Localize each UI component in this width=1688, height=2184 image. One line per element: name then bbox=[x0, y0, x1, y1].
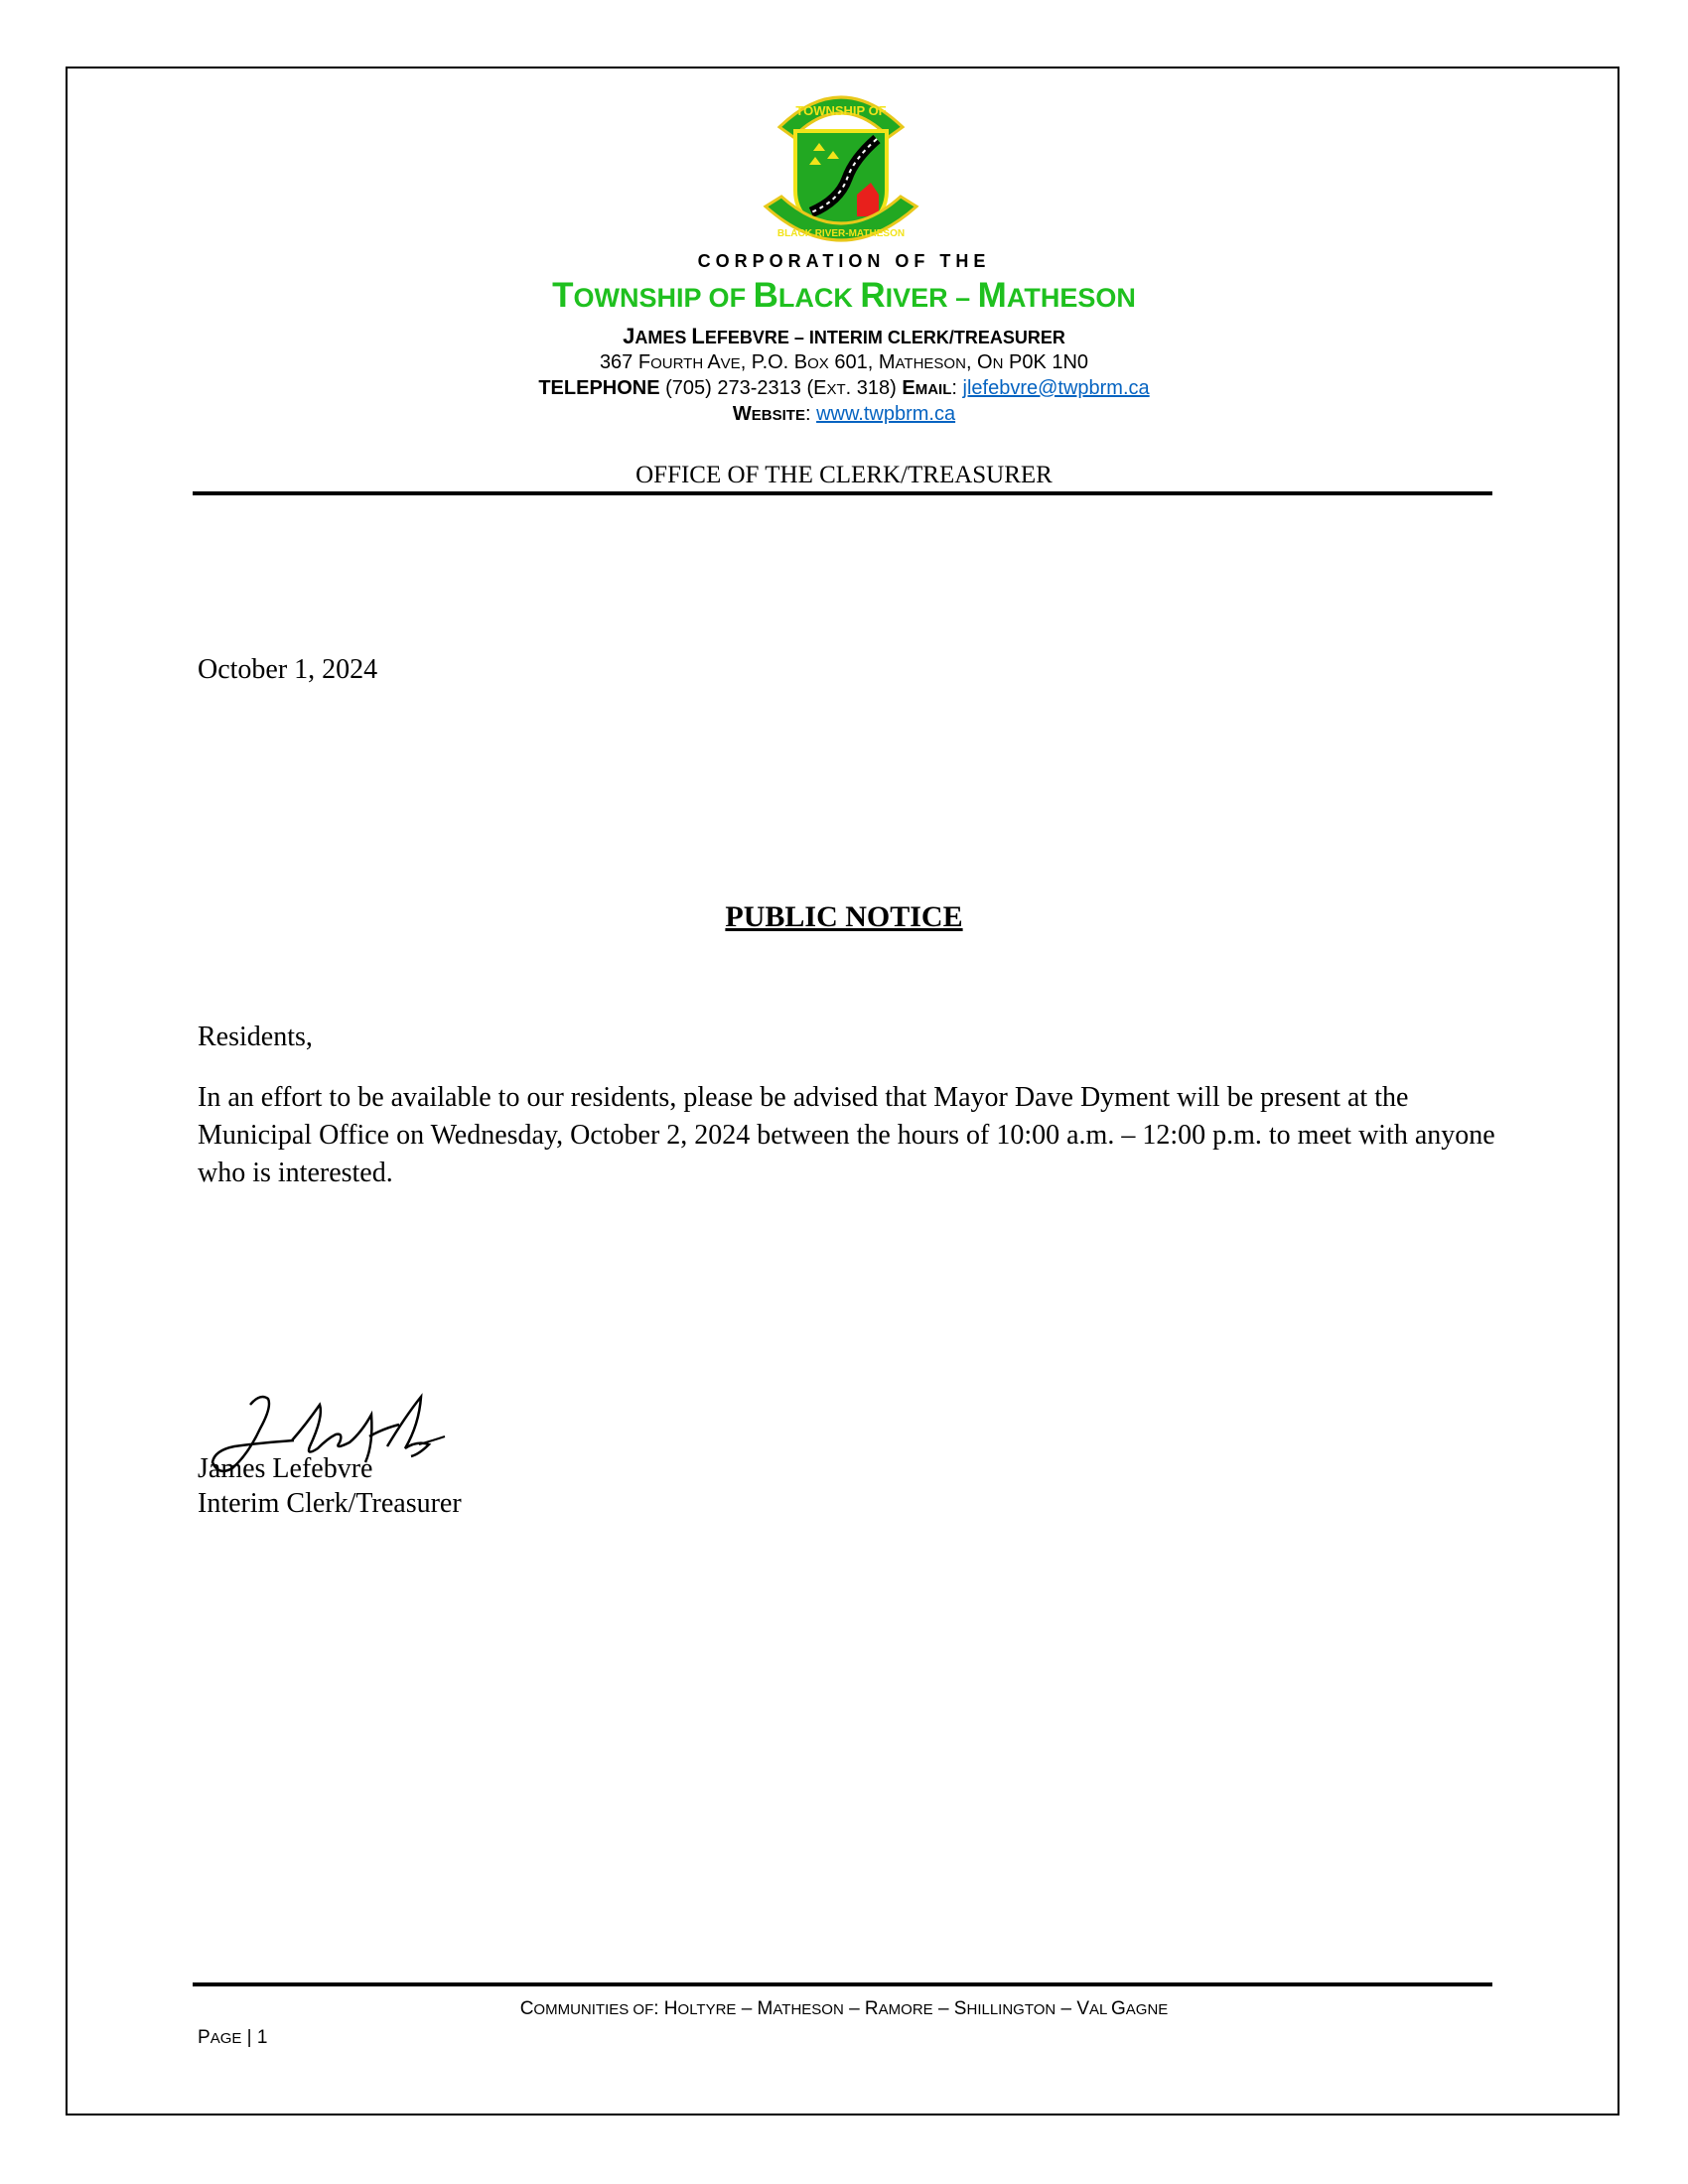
clerk-line: JAMES LEFEBVRE – INTERIM CLERK/TREASURER bbox=[623, 324, 1065, 348]
website-label: WEBSITE bbox=[732, 403, 805, 425]
office-line: OFFICE OF THE CLERK/TREASURER bbox=[635, 462, 1053, 488]
signer-name: James Lefebvre bbox=[198, 1453, 373, 1484]
signer-title: Interim Clerk/Treasurer bbox=[198, 1488, 462, 1519]
footer-communities: COMMUNITIES OF: HOLTYRE – MATHESON – RAMORE – SHILLINGTON – VAL GAGNE bbox=[519, 1998, 1169, 2019]
page-number: PAGE | 1 bbox=[198, 2027, 268, 2048]
crest-top-text: TOWNSHIP OF bbox=[795, 103, 887, 118]
salutation: Residents, bbox=[198, 1022, 313, 1052]
crest-bottom-text: BLACK RIVER-MATHESON bbox=[776, 228, 906, 239]
footer-divider bbox=[193, 1982, 1492, 1986]
website-link[interactable]: www.twpbrm.ca bbox=[816, 403, 956, 425]
township-crest-logo bbox=[760, 79, 922, 246]
address-line: 367 FOURTH AVE, P.O. BOX 601, MATHESON, ON P0K 1N0 bbox=[599, 351, 1089, 373]
website-line: WEBSITE: www.twpbrm.ca bbox=[732, 403, 956, 425]
notice-paragraph: In an effort to be available to our residents, please be advised that Mayor Dave Dyment will be present at the Municipal Office on Wednesday, October 2, 2024 between the hours of 10:00 a.m. – 12:00 p.m. to meet with anyone who is interested. bbox=[198, 1082, 1495, 1188]
corporation-line: CORPORATION OF THE bbox=[697, 251, 991, 271]
notice-title: PUBLIC NOTICE bbox=[725, 900, 963, 933]
phone-label: TELEPHONE bbox=[538, 377, 660, 399]
letter-date: October 1, 2024 bbox=[198, 654, 378, 685]
header-divider bbox=[193, 491, 1492, 495]
township-name: TOWNSHIP OF BLACK RIVER – MATHESON bbox=[552, 276, 1136, 315]
contact-line: TELEPHONE (705) 273-2313 (EXT. 318) EMAIL: jlefebvre@twpbrm.ca bbox=[538, 377, 1150, 399]
email-label: EMAIL bbox=[902, 377, 952, 399]
email-link[interactable]: jlefebvre@twpbrm.ca bbox=[962, 377, 1150, 399]
